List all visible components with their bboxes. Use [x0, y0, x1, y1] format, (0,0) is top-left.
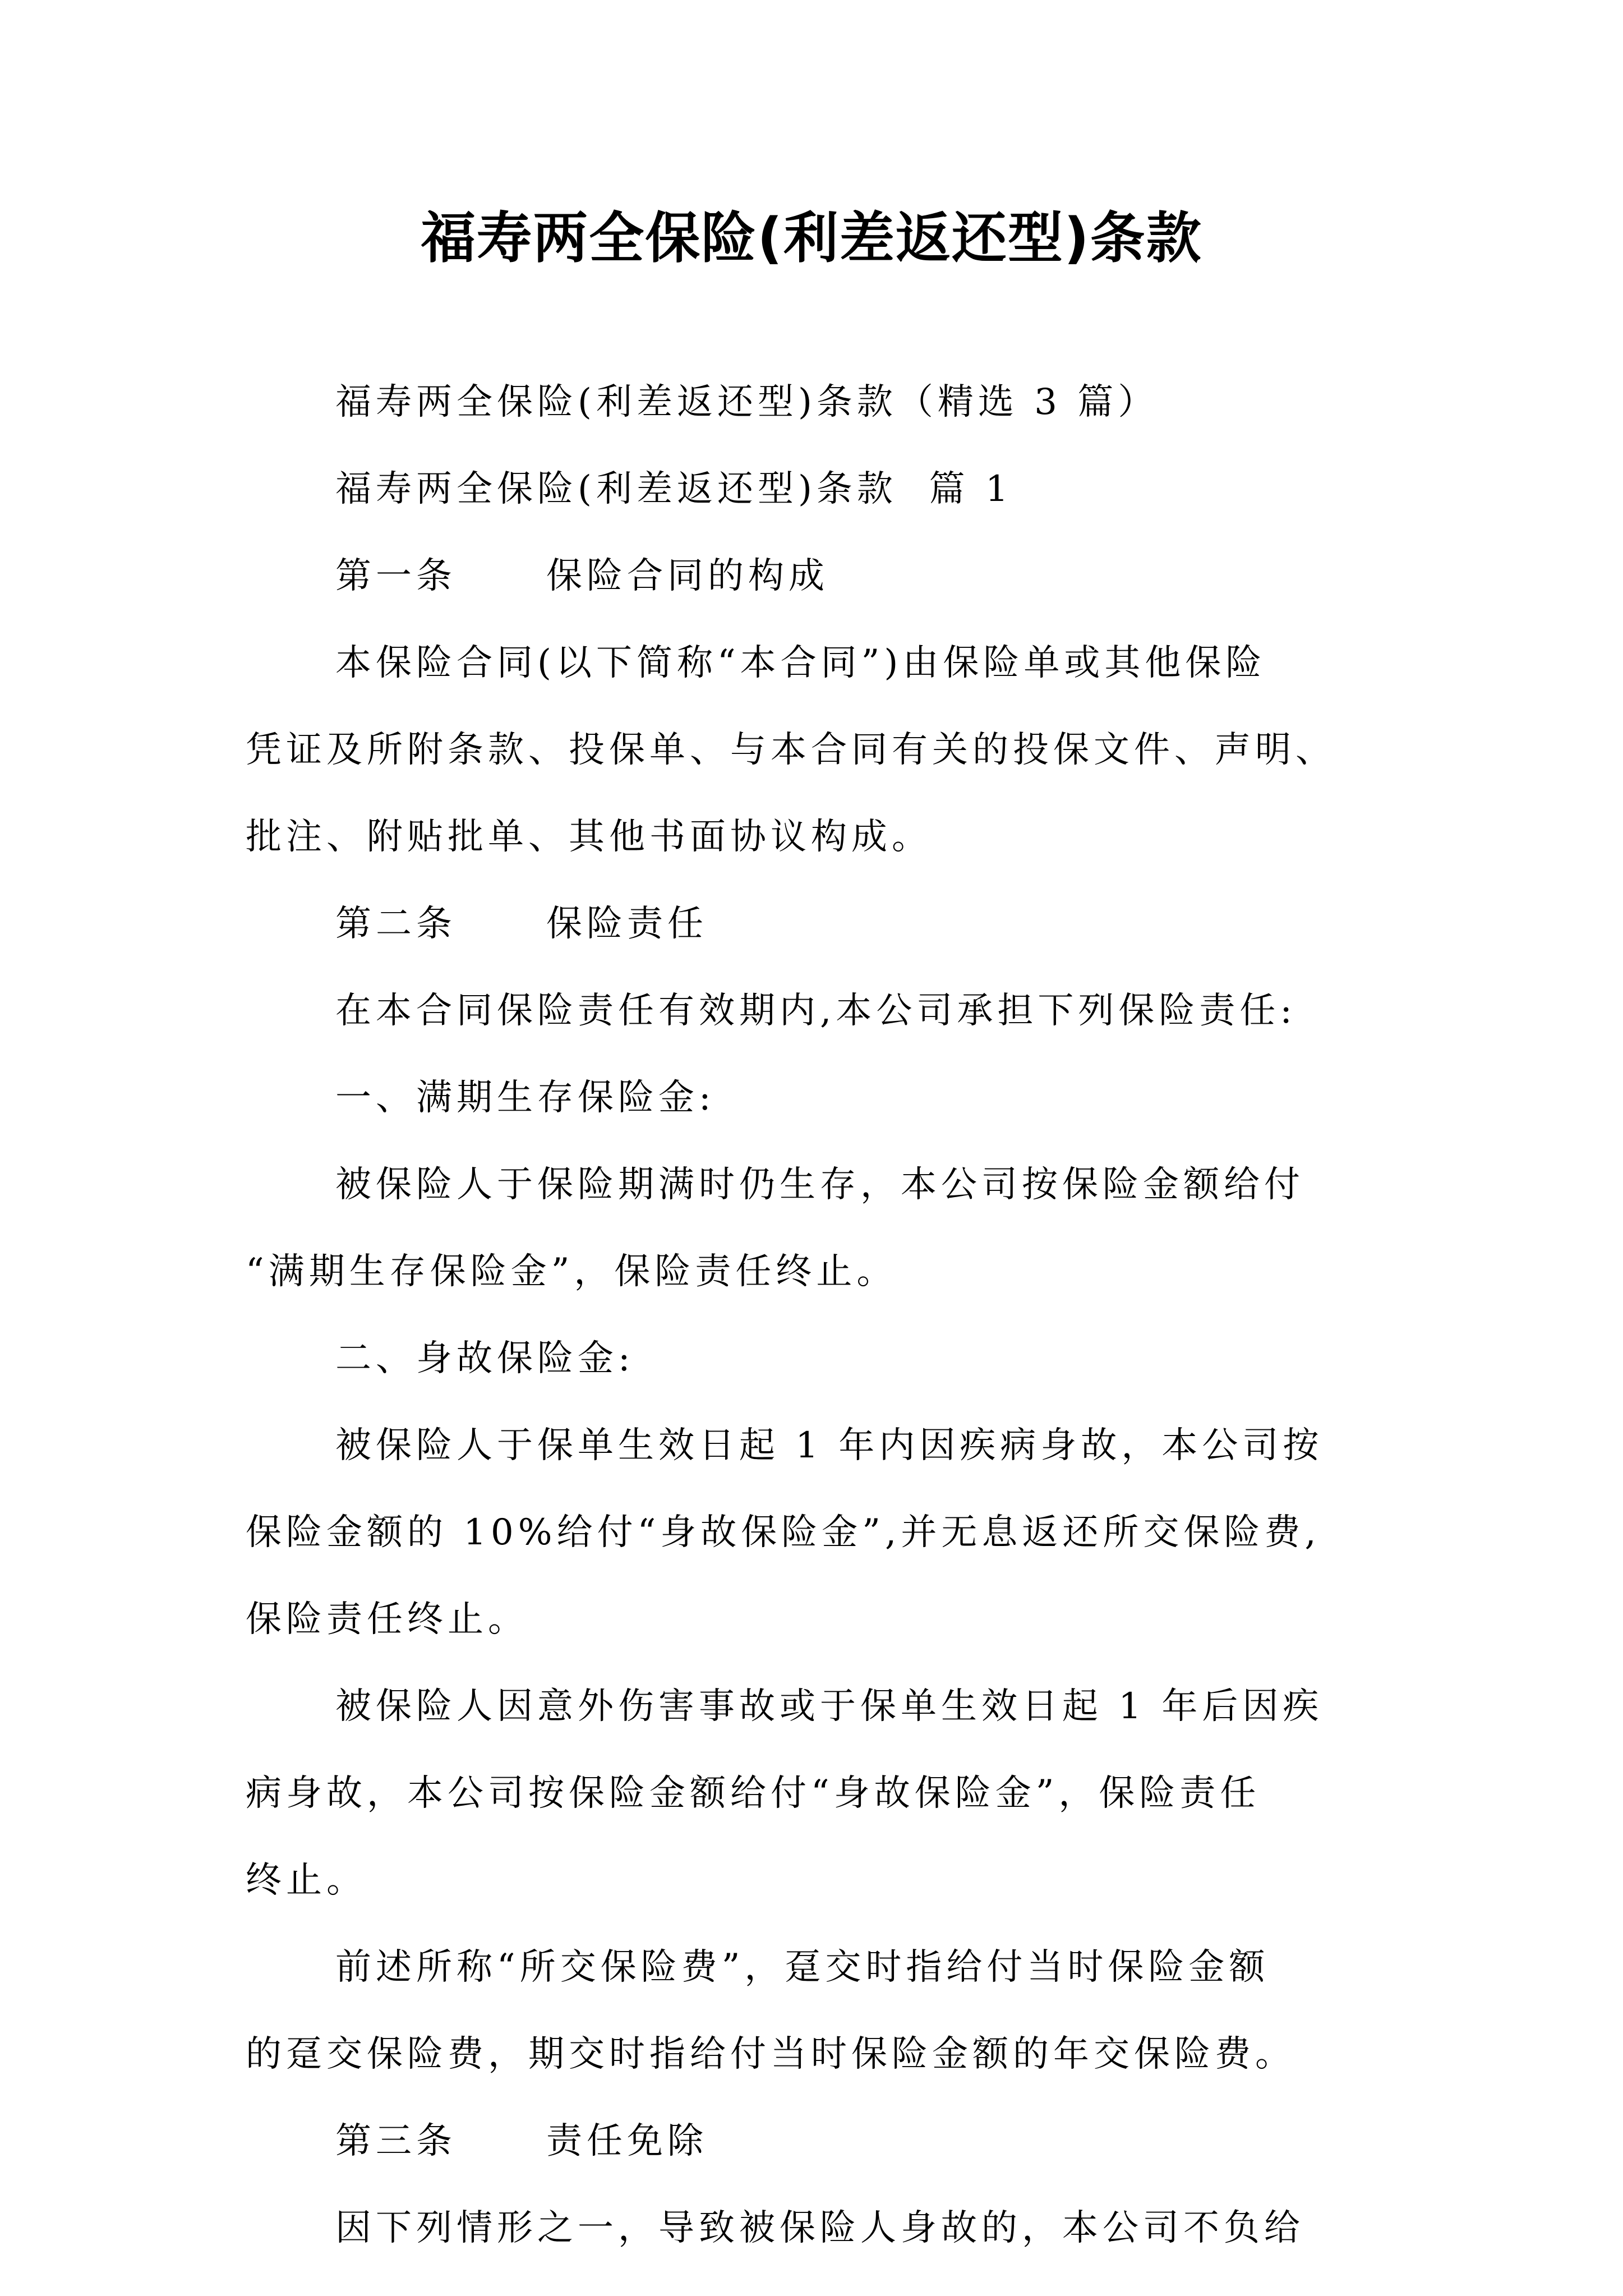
item-heading: 二、身故保险金: [335, 1338, 635, 1379]
paragraph-line: 保险金额的 10%给付“身故保险金”,并无息返还所交保险费, [246, 1512, 1321, 1553]
paragraph-line: 终止。 [246, 1860, 367, 1901]
document-title: 福寿两全保险(利差返还型)条款 [421, 206, 1202, 270]
article-number: 第一条 [335, 555, 457, 597]
paragraph-line: 被保险人因意外伤害事故或于保单生效日起 1 年后因疾 [335, 1686, 1324, 1727]
paragraph-line: 凭证及所附条款、投保单、与本合同有关的投保文件、声明、 [246, 729, 1336, 771]
paragraph-line: 的趸交保险费，期交时指给付当时保险金额的年交保险费。 [246, 2033, 1295, 2075]
document-body [246, 379, 1390, 2292]
paragraph-line: 在本合同保险责任有效期内,本公司承担下列保险责任: [335, 990, 1297, 1032]
article-number: 第二条 [335, 903, 457, 945]
article-heading-1 [246, 553, 1390, 599]
paragraph-line: 本保险合同(以下简称“本合同”)由保险单或其他保险 [335, 642, 1266, 684]
article-heading-2 [246, 901, 1390, 947]
article-title: 保险责任 [546, 903, 708, 945]
paragraph-line: 前述所称“所交保险费”，趸交时指给付当时保险金额 [335, 1947, 1270, 1988]
article-number: 第三条 [335, 2120, 457, 2162]
article-title: 保险合同的构成 [546, 555, 829, 597]
paragraph-line: 被保险人于保单生效日起 1 年内因疾病身故，本公司按 [335, 1425, 1324, 1466]
article-heading-3 [246, 2118, 1390, 2164]
item-heading: 一、满期生存保险金: [335, 1077, 716, 1119]
paragraph-line: 被保险人于保险期满时仍生存，本公司按保险金额给付 [335, 1164, 1304, 1205]
document-subtitle: 福寿两全保险(利差返还型)条款（精选 3 篇） [335, 381, 1159, 423]
paragraph-line: 保险责任终止。 [246, 1599, 528, 1640]
part-heading: 福寿两全保险(利差返还型)条款 篇 1 [335, 468, 1013, 510]
paragraph-line: “满期生存保险金”，保险责任终止。 [246, 1251, 897, 1292]
paragraph-line: 病身故，本公司按保险金额给付“身故保险金”，保险责任 [246, 1773, 1261, 1814]
paragraph-line: 批注、附贴批单、其他书面协议构成。 [246, 816, 932, 858]
article-title: 责任免除 [546, 2120, 708, 2162]
paragraph-line: 因下列情形之一，导致被保险人身故的，本公司不负给 [335, 2207, 1304, 2249]
